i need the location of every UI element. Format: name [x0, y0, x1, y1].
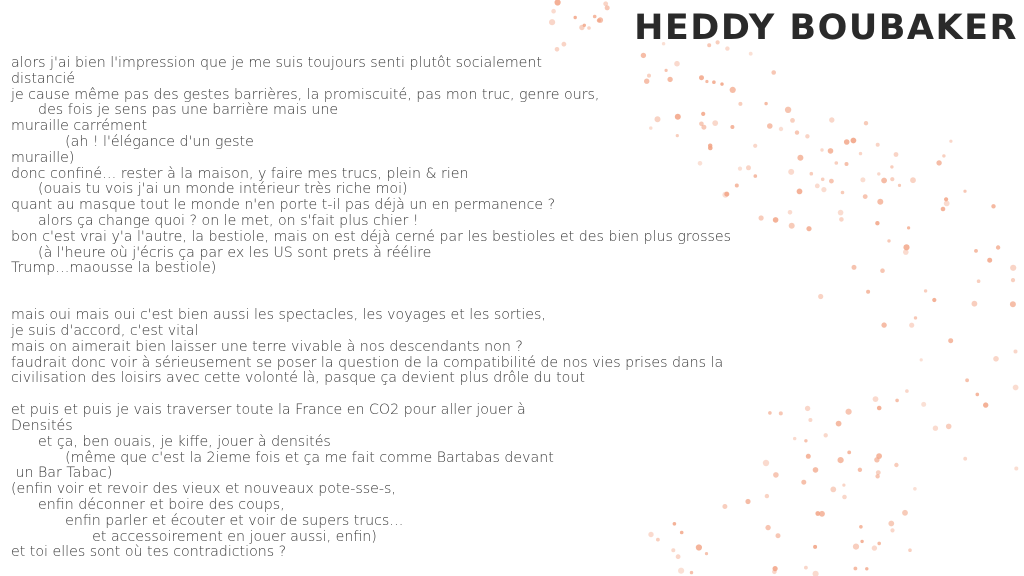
- poem-line: (ouais tu vois j'ai un monde intérieur très riche moi): [11, 181, 408, 198]
- decorative-dot: [914, 316, 917, 319]
- decorative-dot: [920, 358, 923, 361]
- author-name-title: HEDDY BOUBAKER: [634, 8, 1018, 48]
- decorative-dot: [690, 571, 693, 574]
- decorative-dot: [1010, 301, 1016, 307]
- decorative-dot: [976, 393, 980, 397]
- poem-line: muraille carrément: [11, 118, 148, 135]
- stanza-gap: [11, 387, 891, 403]
- decorative-dot: [890, 528, 894, 532]
- stanza-gap: [11, 277, 891, 308]
- decorative-dot: [903, 249, 909, 255]
- poem-line: (ah ! l'élégance d'un geste: [11, 133, 254, 150]
- decorative-dot: [944, 201, 950, 207]
- decorative-dot: [555, 47, 560, 52]
- decorative-dot: [936, 160, 941, 165]
- poem-line: mais oui mais oui c'est bien aussi les spectacles, les voyages et les sorties,: [11, 307, 546, 324]
- decorative-dot: [865, 567, 868, 570]
- poem-line: (à l'heure où j'écris ça par ex les US sont prets à réélire: [11, 244, 432, 261]
- decorative-dot: [598, 17, 604, 23]
- decorative-dot: [678, 568, 684, 574]
- poem-line: alors j'ai bien l'impression que je me suis toujours senti plutôt socialement: [11, 55, 542, 71]
- decorative-dot: [948, 338, 953, 343]
- decorative-dot: [1014, 467, 1018, 471]
- stanza-1: [11, 56, 891, 277]
- poem-line: Trump…maousse la bestiole): [11, 260, 217, 277]
- decorative-dot: [555, 0, 561, 6]
- decorative-dot: [908, 548, 912, 552]
- decorative-dot: [593, 15, 597, 19]
- decorative-dot: [965, 378, 969, 382]
- stanza-2: [11, 308, 891, 387]
- stanza-3: [11, 403, 891, 561]
- poem-line: distancié: [11, 70, 76, 87]
- decorative-dot: [1014, 350, 1018, 354]
- poem-line: (même que c'est la 2ieme fois et ça me fait comme Bartabas devant: [11, 449, 554, 466]
- poem-line: civilisation des loisirs avec cette volonté là, pasque ça devient plus drôle du tout: [11, 370, 585, 387]
- decorative-dot: [605, 5, 610, 10]
- decorative-dot: [963, 457, 967, 461]
- poem-line: enfin déconner et boire des coups,: [11, 496, 285, 513]
- decorative-dot: [921, 402, 926, 407]
- decorative-dot: [894, 152, 899, 157]
- decorative-dot: [977, 279, 981, 283]
- decorative-dot: [924, 289, 927, 292]
- decorative-dot: [991, 204, 995, 208]
- decorative-dot: [854, 567, 858, 571]
- poem-line: des fois je sens pas une barrière mais une: [11, 102, 339, 119]
- decorative-dot: [894, 463, 898, 467]
- decorative-dot: [974, 249, 978, 253]
- poem-line: et accessoirement en jouer aussi, enfin): [11, 528, 377, 545]
- decorative-dot: [579, 25, 584, 30]
- decorative-dot: [562, 42, 567, 47]
- poem-line: donc confiné… rester à la maison, y faire mes trucs, plein & rien: [11, 165, 469, 182]
- decorative-dot: [941, 207, 946, 212]
- poem-line: et ça, ben ouais, je kiffe, jouer à densités: [11, 433, 331, 450]
- poem-line: un Bar Tabac): [11, 465, 113, 482]
- decorative-dot: [907, 226, 910, 229]
- decorative-dot: [549, 19, 555, 25]
- decorative-dot: [909, 323, 914, 328]
- decorative-dot: [987, 258, 992, 263]
- decorative-dot: [963, 190, 966, 193]
- decorative-dot: [932, 298, 936, 302]
- poem-line: (enfin voir et revoir des vieux et nouveaux pote-sse-s,: [11, 481, 396, 498]
- poem-line: je suis d'accord, c'est vital: [11, 322, 199, 339]
- decorative-dot: [902, 510, 908, 516]
- decorative-dot: [813, 571, 819, 576]
- decorative-dot: [942, 154, 945, 157]
- decorative-dot: [905, 389, 909, 393]
- poem-line: Densités: [11, 417, 73, 434]
- decorative-dot: [993, 356, 999, 362]
- poem-text: [11, 56, 891, 561]
- poem-line: et toi elles sont où tes contradictions ?: [11, 544, 287, 561]
- decorative-dot: [804, 566, 808, 570]
- decorative-dot: [574, 16, 577, 19]
- poem-line: quant au masque tout le monde n'en porte t-il pas déjà un en permanence ?: [11, 197, 556, 214]
- poem-line: alors ça change quoi ? on le met, on s'fait plus chier !: [11, 212, 419, 229]
- poem-line: bon c'est vrai y'a l'autre, la bestiole, mais on est déjà cerné par les bestioles et des bien plus grosses: [11, 228, 731, 245]
- decorative-dot: [949, 140, 952, 143]
- decorative-dot: [1013, 385, 1019, 391]
- poem-line: muraille): [11, 149, 75, 166]
- decorative-dot: [772, 570, 777, 575]
- decorative-dot: [1010, 265, 1016, 271]
- decorative-dot: [910, 177, 916, 183]
- decorative-dot: [972, 301, 978, 307]
- poem-line: mais on aimerait bien laisser une terre vivable à nos descendants non ?: [11, 338, 523, 355]
- poem-line: faudrait donc voir à sérieusement se poser la question de la compatibilité de nos vies prises dans la: [11, 354, 724, 371]
- decorative-dot: [983, 402, 988, 407]
- decorative-dot: [933, 426, 938, 431]
- decorative-dot: [587, 26, 591, 30]
- decorative-dot: [1011, 278, 1015, 282]
- decorative-dot: [898, 184, 901, 187]
- decorative-dot: [946, 424, 952, 430]
- poem-line: enfin parler et écouter et voir de supers trucs…: [11, 512, 404, 529]
- decorative-dot: [996, 245, 1000, 249]
- decorative-dot: [895, 399, 899, 403]
- decorative-dot: [913, 487, 917, 491]
- poem-line: et puis et puis je vais traverser toute la France en CO2 pour aller jouer à: [11, 402, 526, 419]
- decorative-dot: [551, 9, 556, 14]
- poem-line: je cause même pas des gestes barrières, la promiscuité, pas mon truc, genre ours,: [11, 86, 600, 103]
